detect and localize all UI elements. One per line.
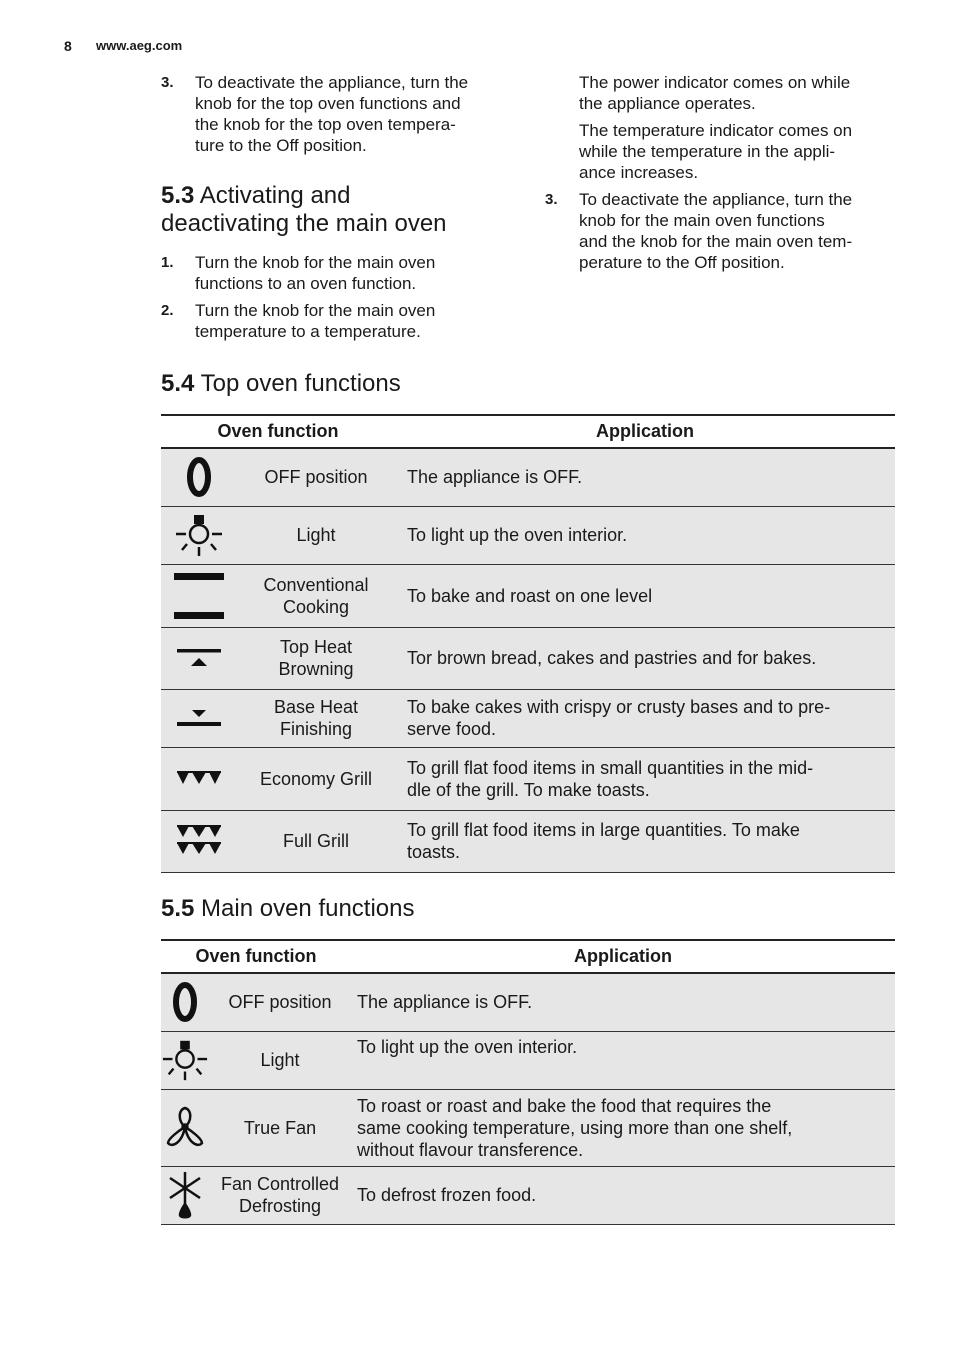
function-name: True Fan <box>243 1117 317 1138</box>
text-line: temperature to a temperature. <box>195 322 421 341</box>
text-line: functions to an oven function. <box>195 274 417 293</box>
table-row <box>161 564 895 627</box>
table-row <box>161 448 895 506</box>
page-number: 8 <box>64 38 72 54</box>
text-line: ance increases. <box>579 163 699 182</box>
text-line: The power indicator comes on while <box>579 73 851 92</box>
column-header-function: Oven function <box>161 415 395 448</box>
application-text: The appliance is OFF. <box>407 467 583 488</box>
top-heat-icon <box>161 627 237 689</box>
function-name: Light <box>296 525 336 545</box>
table-row <box>161 1089 895 1166</box>
text-line: while the temperature in the appli- <box>579 142 836 161</box>
step-item <box>545 189 900 273</box>
economy-grill-icon <box>161 747 237 810</box>
defrost-icon <box>161 1166 209 1224</box>
function-name: OFF position <box>264 467 368 488</box>
text-line: and the knob for the main oven tem- <box>579 232 853 251</box>
table-row <box>161 689 895 747</box>
application-text: To bake cakes with crispy or crusty bases and to pre- <box>407 697 831 717</box>
right-column <box>545 72 900 279</box>
step-number: 3. <box>545 191 558 208</box>
table-row <box>161 747 895 810</box>
step-number: 3. <box>161 74 174 91</box>
section-title: deactivating the main oven <box>161 210 447 237</box>
step-item <box>161 72 521 156</box>
application-text: same cooking temperature, using more than one shelf, <box>357 1117 793 1138</box>
section-number: 5.5 <box>161 895 195 922</box>
light-bulb-icon <box>161 1031 209 1089</box>
paragraph <box>545 120 900 183</box>
function-name: Defrosting <box>238 1196 322 1216</box>
table-row <box>161 1166 895 1224</box>
text-line: perature to the Off position. <box>579 253 785 272</box>
text-line: Turn the knob for the main oven <box>195 253 436 272</box>
application-text: The appliance is OFF. <box>357 992 533 1013</box>
top-oven-functions-table <box>161 414 895 873</box>
table-row <box>161 506 895 564</box>
application-text: Tor brown bread, cakes and pastries and for bakes. <box>407 648 817 668</box>
section-title: Activating and <box>199 182 351 209</box>
section-number: 5.3 <box>161 182 195 209</box>
column-header-function: Oven function <box>161 940 351 973</box>
function-name: Base Heat <box>273 697 359 717</box>
section-heading-5-4 <box>161 370 401 398</box>
column-header-application: Application <box>351 940 895 973</box>
text-line: the appliance operates. <box>579 94 756 113</box>
text-line: knob for the main oven functions <box>579 211 825 230</box>
paragraph <box>545 72 900 114</box>
text-line: Turn the knob for the main oven <box>195 301 436 320</box>
function-name: Top Heat <box>279 637 353 657</box>
light-bulb-icon <box>161 506 237 564</box>
section-heading-5-5 <box>161 895 415 923</box>
application-text: To light up the oven interior. <box>407 525 628 545</box>
step-number: 2. <box>161 302 174 319</box>
site-url: www.aeg.com <box>96 38 183 53</box>
table-row <box>161 973 895 1031</box>
application-text: serve food. <box>407 719 497 739</box>
step-item <box>161 252 521 294</box>
table-row <box>161 810 895 872</box>
application-text: To grill flat food items in small quantities in the mid- <box>407 757 814 778</box>
section-title: Top oven functions <box>200 370 401 397</box>
off-zero-icon <box>161 973 209 1031</box>
application-text: toasts. <box>407 842 461 862</box>
function-name: Economy Grill <box>259 768 373 789</box>
section-heading-5-3 <box>161 182 521 238</box>
base-heat-icon <box>161 689 237 747</box>
column-header-application: Application <box>395 415 895 448</box>
step-number: 1. <box>161 254 174 271</box>
function-name: Browning <box>278 659 354 679</box>
application-text: To light up the oven interior. <box>357 1036 578 1057</box>
section-title: Main oven functions <box>201 895 415 922</box>
section-number: 5.4 <box>161 370 195 397</box>
function-name: Cooking <box>282 596 350 617</box>
function-name: OFF position <box>228 992 332 1013</box>
text-line: knob for the top oven functions and <box>195 94 461 113</box>
application-text: To grill flat food items in large quantities. To make <box>407 820 800 840</box>
function-name: Finishing <box>279 719 353 739</box>
true-fan-icon <box>161 1089 209 1166</box>
application-text: To roast or roast and bake the food that requires the <box>357 1095 772 1116</box>
table-row <box>161 627 895 689</box>
text-line: The temperature indicator comes on <box>579 121 853 140</box>
full-grill-icon <box>161 810 237 872</box>
text-line: ture to the Off position. <box>195 136 367 155</box>
left-column <box>161 72 521 348</box>
text-line: To deactivate the appliance, turn the <box>579 190 853 209</box>
main-oven-functions-table <box>161 939 895 1225</box>
step-item <box>161 300 521 342</box>
application-text: To defrost frozen food. <box>357 1185 537 1205</box>
text-line: To deactivate the appliance, turn the <box>195 73 469 92</box>
off-zero-icon <box>161 448 237 506</box>
text-line: the knob for the top oven tempera- <box>195 115 456 134</box>
application-text: dle of the grill. To make toasts. <box>407 779 650 800</box>
function-name: Full Grill <box>283 831 349 851</box>
function-name: Light <box>260 1050 300 1070</box>
application-text: without flavour transference. <box>357 1139 584 1160</box>
application-text: To bake and roast on one level <box>407 585 653 606</box>
function-name: Conventional <box>263 574 369 595</box>
conventional-cooking-icon <box>161 564 237 627</box>
function-name: Fan Controlled <box>220 1174 340 1194</box>
table-row <box>161 1031 895 1089</box>
